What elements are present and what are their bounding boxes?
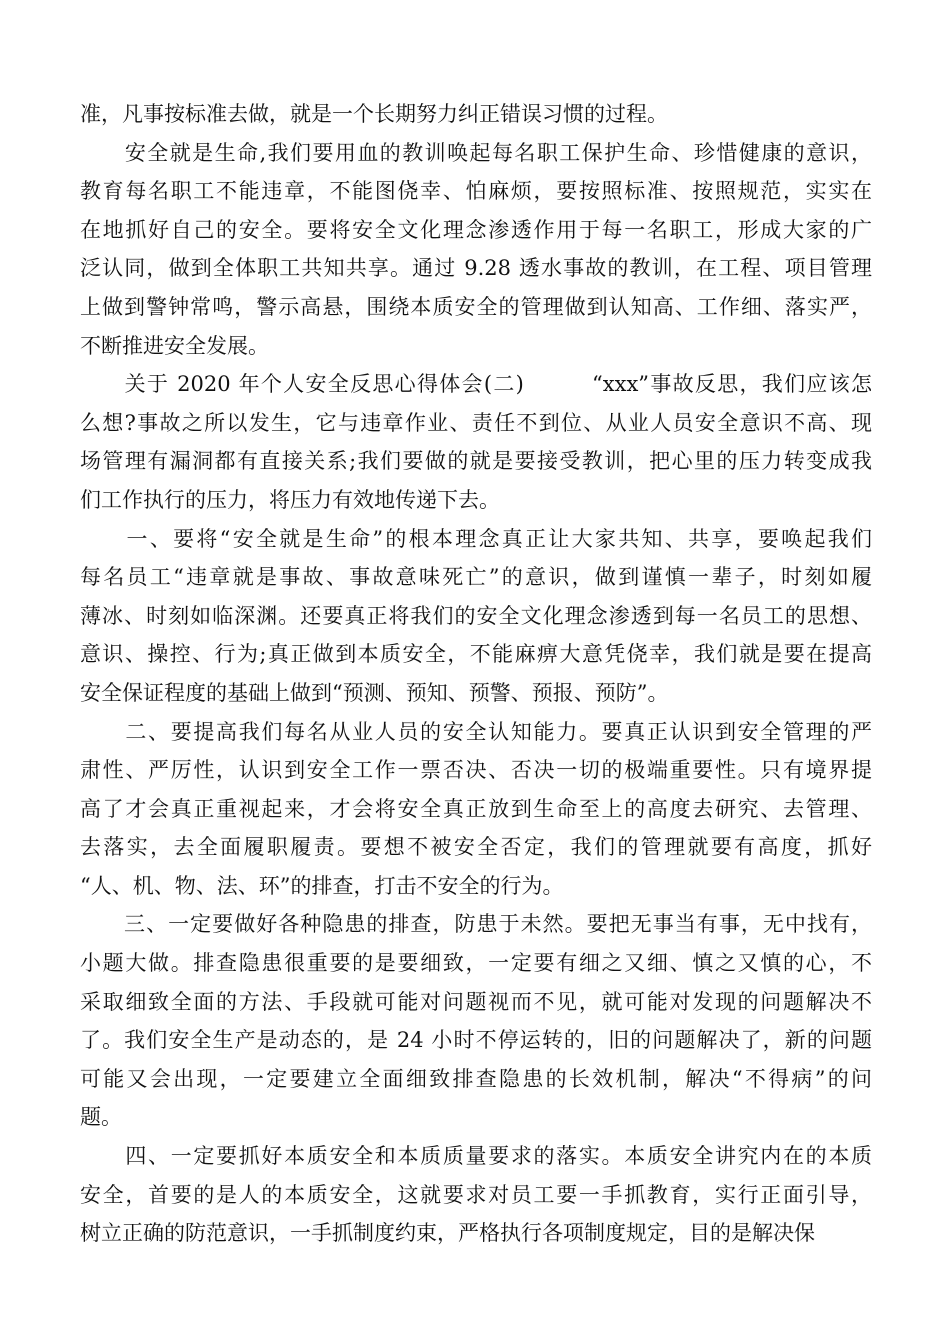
- text-line: 采取细致全面的方法、手段就可能对问题视而不见，就可能对发现的问题解决不: [80, 989, 872, 1014]
- text-line: 准，凡事按标准去做，就是一个长期努力纠正错误习惯的过程。: [80, 102, 668, 126]
- text-line: 高了才会真正重视起来，才会将安全真正放到生命至上的高度去研究、去管理、: [80, 796, 872, 821]
- paragraph-5: [80, 713, 872, 906]
- paragraph-3: [80, 365, 872, 519]
- text-line: 安全就是生命,我们要用血的教训唤起每名职工保护生命、珍惜健康的意识，: [80, 140, 872, 165]
- text-line: 教育每名职工不能违章，不能图侥幸、怕麻烦，要按照标准、按照规范，实实在: [80, 179, 872, 204]
- text-line: 二、要提高我们每名从业人员的安全认知能力。要真正认识到安全管理的严: [80, 719, 872, 744]
- text-line: 安全保证程度的基础上做到“预测、预知、预警、预报、预防”。: [80, 680, 669, 705]
- text-line: 不断推进安全发展。: [80, 333, 269, 358]
- text-line: 一、要将“安全就是生命”的根本理念真正让大家共知、共享，要唤起我们: [80, 526, 872, 551]
- text-line: 们工作执行的压力，将压力有效地传递下去。: [80, 487, 500, 512]
- text-line: 四、一定要抓好本质安全和本质质量要求的落实。本质安全讲究内在的本质: [80, 1144, 872, 1169]
- text-line: 意识、操控、行为;真正做到本质安全，不能麻痹大意凭侥幸，我们就是要在提高: [80, 642, 872, 667]
- text-line: “人、机、物、法、环”的排查，打击不安全的行为。: [80, 873, 564, 898]
- text-line: 泛认同，做到全体职工共知共享。通过 9.28 透水事故的教训，在工程、项目管理: [80, 256, 872, 281]
- paragraph-6: [80, 905, 872, 1137]
- paragraph-1: [80, 95, 872, 134]
- paragraph-7: [80, 1137, 872, 1253]
- text-line: 在地抓好自己的安全。要将安全文化理念渗透作用于每一名职工，形成大家的广: [80, 217, 872, 242]
- text-line: 肃性、严厉性，认识到安全工作一票否决、否决一切的极端重要性。只有境界提: [80, 758, 872, 783]
- paragraph-4: [80, 520, 872, 713]
- text-line: 树立正确的防范意识，一手抓制度约束，严格执行各项制度规定，目的是解决保: [80, 1221, 815, 1246]
- text-line: 上做到警钟常鸣，警示高悬，围绕本质安全的管理做到认知高、工作细、落实严，: [80, 294, 872, 319]
- text-line: 去落实，去全面履职履责。要想不被安全否定，我们的管理就要有高度，抓好: [80, 835, 872, 860]
- text-line: 么想?事故之所以发生，它与违章作业、责任不到位、从业人员安全意识不高、现: [80, 410, 872, 435]
- text-line: 题。: [80, 1105, 122, 1130]
- paragraph-2: [80, 134, 872, 366]
- text-line: 薄冰、时刻如临深渊。还要真正将我们的安全文化理念渗透到每一名员工的思想、: [80, 603, 872, 628]
- document-page: [80, 95, 872, 1253]
- text-line: 了。我们安全生产是动态的，是 24 小时不停运转的，旧的问题解决了，新的问题: [80, 1028, 872, 1053]
- text-line: 每名员工“违章就是事故、事故意味死亡”的意识，做到谨慎一辈子，时刻如履: [80, 565, 872, 590]
- text-line: 小题大做。排查隐患很重要的是要细致，一定要有细之又细、慎之又慎的心，不: [80, 951, 872, 976]
- text-line: 可能又会出现，一定要建立全面细致排查隐患的长效机制，解决“不得病”的问: [80, 1066, 872, 1091]
- text-line: 场管理有漏洞都有直接关系;我们要做的就是要接受教训，把心里的压力转变成我: [80, 449, 872, 474]
- text-line: 关于 2020 年个人安全反思心得体会(二) “xxx”事故反思，我们应该怎: [80, 372, 872, 397]
- text-line: 三、一定要做好各种隐患的排查，防患于未然。要把无事当有事，无中找有，: [80, 912, 872, 937]
- text-line: 安全，首要的是人的本质安全，这就要求对员工要一手抓教育，实行正面引导，: [80, 1182, 872, 1207]
